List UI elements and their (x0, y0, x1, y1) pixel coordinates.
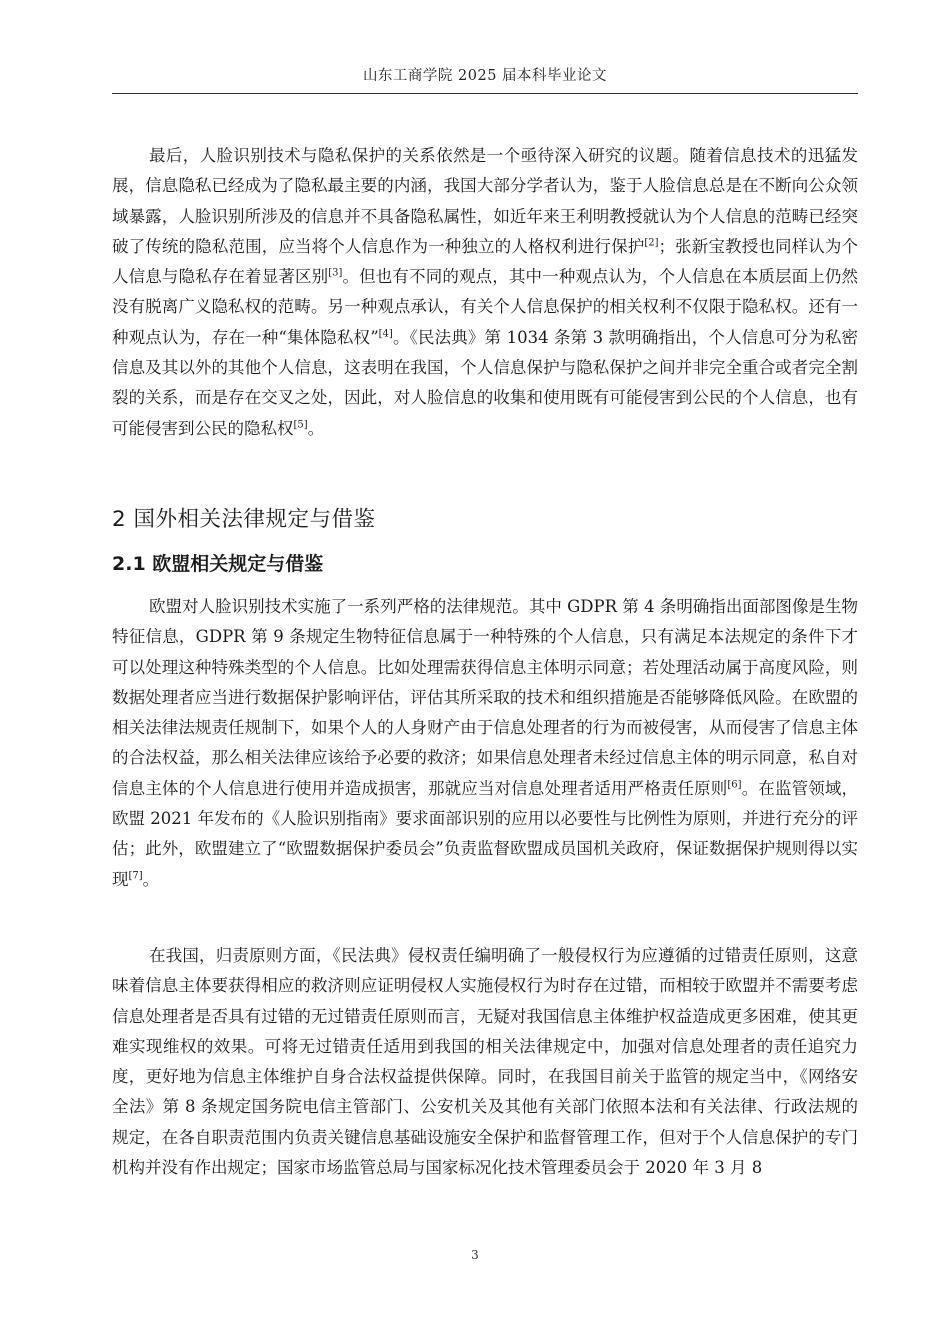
subsection-heading: 2.1 欧盟相关规定与借鉴 (112, 553, 324, 575)
paragraph-eu-regulation (112, 592, 858, 895)
paragraph-text: 在我国，归责原则方面，《民法典》侵权责任编明确了一般侵权行为应遵循的过错责任原则，这意味着信息主体要获得相应的救济则应证明侵权人实施侵权行为时存在过错，而相较于欧盟并不需要考虑信息处理者是否具有过错的无过错责任原则而言，无疑对我国信息主体维护权益造成更多困难，使其更难实现维权的效果。可将无过错责任适用到我国的相关法律规定中，加强对信息处理者的责任追究力度，更好地为信息主体维护自身合法权益提供保障。同时，在我国目前关于监管的规定当中，《网络安全法》第 8 条规定国务院电信主管部门、公安机关及其他有关部门依照本法和有关法律、行政法规的规定，在各自职责范围内负责关键信息基础设施安全保护和监督管理工作，但对于个人信息保护的专门机构并没有作出规定；国家市场监管总局与国家标况化技术管理委员会于 2020 年 3 月 8 (112, 946, 858, 1178)
citation: [3] (328, 267, 343, 279)
section-heading: 2 国外相关法律规定与借鉴 (112, 507, 376, 532)
paragraph-text: 。 (307, 418, 325, 438)
paragraph-text: 。但也有不同的观点，其中一种观点认为，个人信息在本质层面上仍然没有脱离广义隐私权的范畴。另一种观点承认，有关个人信息保护的相关权利不仅限于隐私权。还有一种观点认为，存在一种“集体隐私权” (112, 267, 859, 347)
citation: [5] (293, 419, 308, 431)
page-number: 3 (471, 1248, 479, 1262)
paragraph-privacy-debate (112, 141, 858, 444)
paragraph-text: 。 (142, 869, 160, 889)
paragraph-text: ；张新宝教授也同样认为个人信息与隐私存在着显著区别 (112, 236, 859, 287)
paragraph-china-comparison (112, 941, 858, 1183)
citation: [6] (727, 779, 742, 791)
paragraph-text: 。《民法典》第 1034 条第 3 款明确指出，个人信息可分为私密信息及其以外的其他个人信息，这表明在我国，个人信息保护与隐私保护之间并非完全重合或者完全割裂的关系，而是存在交叉之处，因此，对人脸信息的收集和使用既有可能侵害到公民的个人信息，也有可能侵害到公民的隐私权 (112, 327, 858, 438)
paragraph-text: 。在监管领域，欧盟 2021 年发布的《人脸识别指南》要求面部识别的应用以必要性与比例性为原则，并进行充分的评估；此外，欧盟建立了“欧盟数据保护委员会”负责监督欧盟成员国机关政府，保证数据保护规则得以实现 (112, 778, 859, 889)
page-header: 山东工商学院 2025 届本科毕业论文 (362, 68, 608, 84)
citation: [4] (378, 328, 393, 340)
paragraph-text: 欧盟对人脸识别技术实施了一系列严格的法律规范。其中 GDPR 第 4 条明确指出面部图像是生物特征信息，GDPR 第 9 条规定生物特征信息属于一种特殊的个人信息，只有满足本法规定的条件下才可以处理这种特殊类型的个人信息。比如处理需获得信息主体明示同意；若处理活动属于高度风险，则数据处理者应当进行数据保护影响评估，评估其所采取的技术和组织措施是否能够降低风险。在欧盟的相关法律法规责任规制下，如果个人的人身财产由于信息处理者的行为而被侵害，从而侵害了信息主体的合法权益，那么相关法律应该给予必要的救济；如果信息处理者未经过信息主体的明示同意，私自对信息主体的个人信息进行使用并造成损害，那就应当对信息处理者适用严格责任原则 (112, 597, 858, 798)
citation: [7] (128, 870, 143, 882)
header-divider (112, 93, 858, 94)
citation: [2] (644, 237, 659, 249)
paragraph-text: 最后，人脸识别技术与隐私保护的关系依然是一个亟待深入研究的议题。随着信息技术的迅猛发展，信息隐私已经成为了隐私最主要的内涵，我国大部分学者认为，鉴于人脸信息总是在不断向公众领域暴露，人脸识别所涉及的信息并不具备隐私属性，如近年来王利明教授就认为个人信息的范畴已经突破了传统的隐私范围，应当将个人信息作为一种独立的人格权利进行保护 (112, 146, 858, 256)
